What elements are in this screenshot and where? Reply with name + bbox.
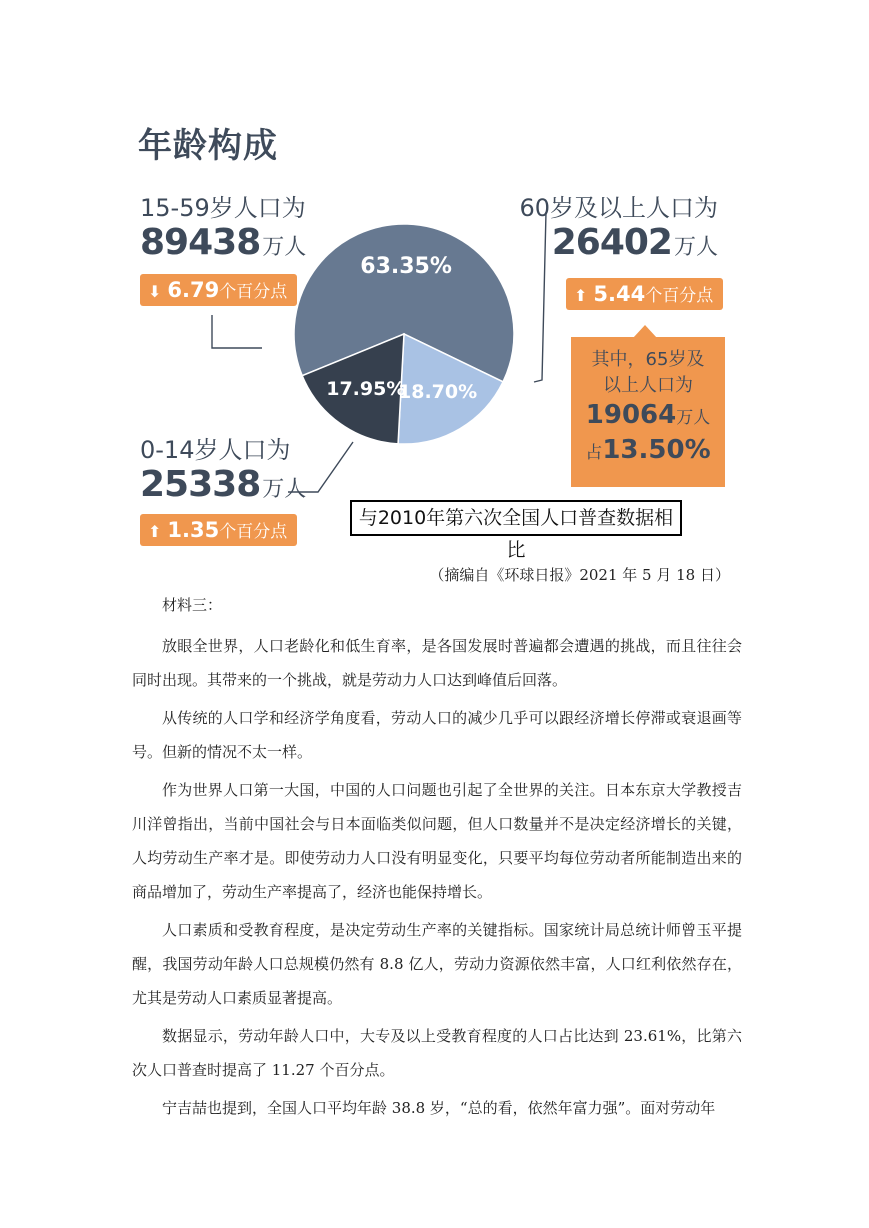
up-arrow-icon: ⬆	[574, 286, 588, 305]
connector-60-plus	[534, 212, 546, 382]
paragraph: 宁吉喆也提到，全国人口平均年龄 38.8 岁，“总的看，依然年富力强”。面对劳动年	[162, 1099, 716, 1117]
article-body	[132, 564, 742, 1129]
age-0-14-change-badge: ⬆ 1.35个百分点	[140, 514, 297, 546]
age-15-59-change-badge: ⬇ 6.79个百分点	[140, 274, 297, 306]
pie-chart	[138, 110, 738, 560]
age-composition-figure	[138, 110, 738, 560]
paragraph: 人口素质和受教育程度，是决定劳动生产率的关键指标。国家统计局总统计师曾玉平提醒，我国劳动年龄人口总规模仍然有 8.8 亿人，劳动力资源依然丰富，人口红利依然存在，尤其是劳动人口素质显著提高。	[132, 921, 742, 1007]
paragraph: 从传统的人口学和经济学角度看，劳动人口的减少几乎可以跟经济增长停滞或衰退画等号。但新的情况不太一样。	[132, 709, 742, 761]
note-line-1: 其中，65岁及	[591, 349, 705, 370]
section-heading: 材料三：	[162, 596, 223, 614]
comparison-label: 与2010年第六次全国人口普查数据相比	[350, 500, 682, 536]
age-0-14-population: 25338万人	[140, 464, 307, 505]
pie-label-15-59: 63.35%	[360, 253, 452, 279]
age-60-plus-population: 26402万人	[551, 222, 718, 263]
age-15-59-population: 89438万人	[140, 222, 307, 263]
down-arrow-icon: ⬇	[148, 282, 162, 301]
note-population: 19064万人	[585, 400, 711, 430]
age-60-plus-label: 60岁及以上人口为	[519, 194, 718, 222]
age-60-plus-change-badge: ⬆ 5.44个百分点	[566, 278, 723, 310]
note-line-2: 以上人口为	[603, 375, 693, 396]
connector-15-59	[212, 315, 262, 348]
paragraph: 作为世界人口第一大国，中国的人口问题也引起了全世界的关注。日本东京大学教授吉川洋曾指出，当前中国社会与日本面临类似问题，但人口数量并不是决定经济增长的关键，人均劳动生产率才是。即使劳动力人口没有明显变化，只要平均每位劳动者所能制造出来的商品增加了，劳动生产率提高了，经济也能保持增长。	[132, 781, 742, 901]
age-0-14-label: 0-14岁人口为	[140, 436, 291, 464]
connector-0-14	[288, 442, 353, 492]
paragraph: 数据显示，劳动年龄人口中，大专及以上受教育程度的人口占比达到 23.61%，比第六次人口普查时提高了 11.27 个百分点。	[132, 1027, 742, 1079]
figure-title: 年龄构成	[138, 126, 278, 166]
pie-label-0-14: 17.95%	[326, 377, 406, 400]
up-arrow-icon: ⬆	[148, 522, 162, 541]
pie-label-60-plus: 18.70%	[398, 380, 478, 403]
note-share: 占13.50%	[585, 435, 711, 465]
paragraph: 放眼全世界，人口老龄化和低生育率，是各国发展时普遍都会遭遇的挑战，而且往往会同时出现。其带来的一个挑战，就是劳动力人口达到峰值后回落。	[132, 637, 742, 689]
age-15-59-label: 15-59岁人口为	[140, 194, 306, 222]
source-citation: （摘编自《环球日报》2021 年 5 月 18 日）	[429, 566, 730, 584]
